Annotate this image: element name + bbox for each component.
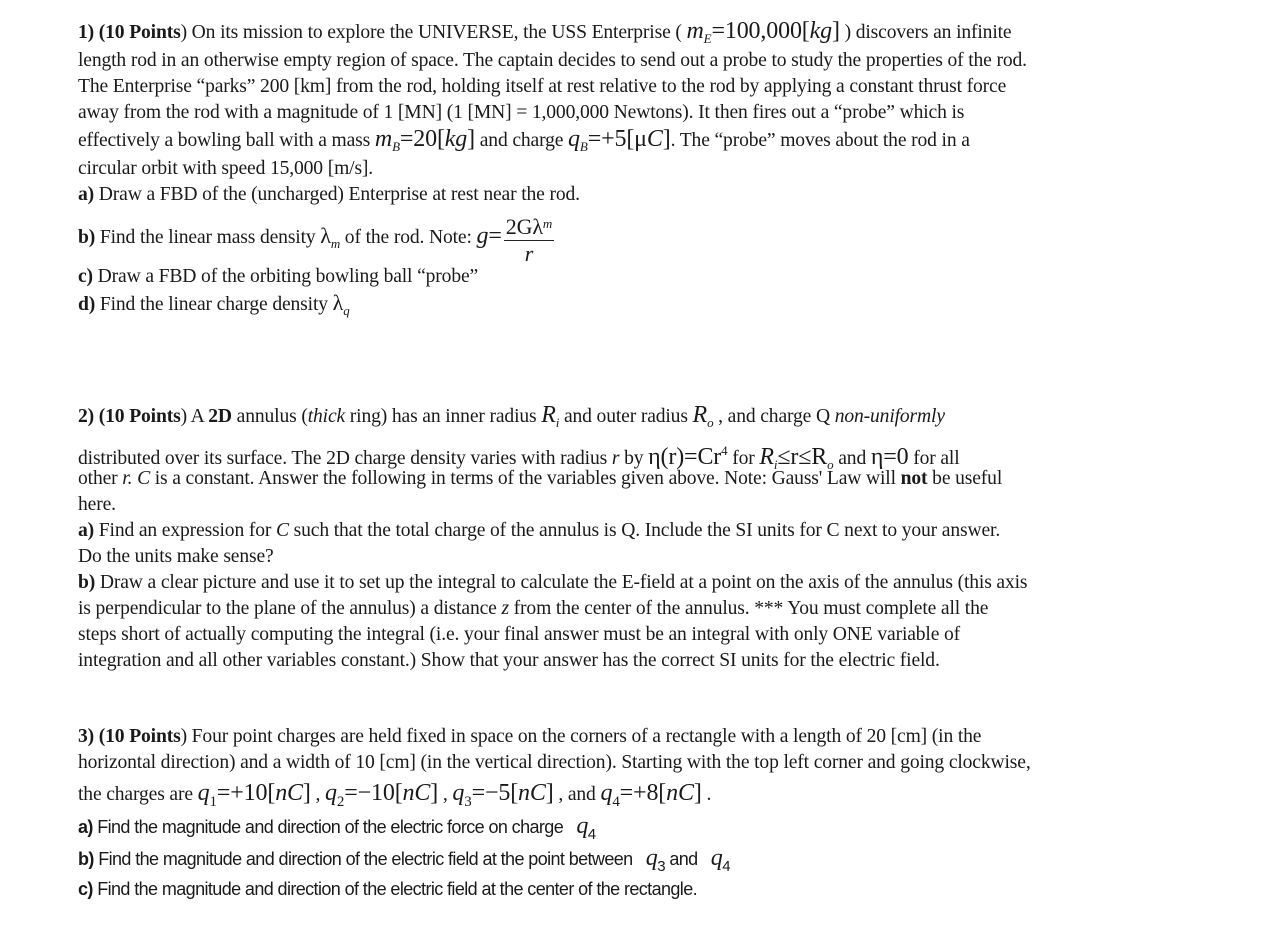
problem-3-line-1: 3) (10 Points) Four point charges are held fixed in space on the corners of a rectangle with a length of 20 [cm] (in the [78,726,982,747]
problem-1-part-b: b) Find the linear mass density $\lambda_m$ of the rod. Note: g= $\frac{2G\lambda^m}{r}$ [78,208,1027,264]
problem-3-part-a: a) Find the magnitude and direction of the electric force on charge $q_4$ [78,813,596,843]
math-charge-density: η(r)=Cr [648,444,722,470]
problem-1-line-5: effectively a bowling ball with a mass $m_B=20[kg]$ and charge $q_B=+5[\mu C]$. The “probe” moves about the rod in a [78,126,970,154]
math-charge-ball: q [568,126,580,152]
problem-2-part-b-line-3: steps short of actually computing the integral (i.e. your final answer must be an integral with only ONE variable of [78,624,961,645]
problem-1-part-c: c) Draw a FBD of the orbiting bowling ball “probe” [78,266,479,287]
math-lambda-q: λ [332,290,344,315]
problem-2 [78,402,1027,674]
problem-number: 1) [78,22,95,43]
problem-2-line-3: other r. C is a constant. Answer the following in terms of the variables given above. Note: Gauss' Law will not be useful [78,468,1003,489]
problem-1-part-a: a) Draw a FBD of the (uncharged) Enterprise at rest near the rod. [78,184,580,205]
problem-3-line-3: the charges are $q_1=+10[nC]$ , $q_2=-10[nC]$ , $q_3=-5[nC]$ , and $q_4=+8[nC]$ . [78,780,712,810]
problem-1-line-6: circular orbit with speed 15,000 [m/s]. [78,158,374,179]
charge-q4: $q_4=+8[nC]$ . [600,780,712,810]
problem-2-part-a-line-2: Do the units make sense? [78,546,274,567]
charge-q1: $q_1=+10[nC]$ , [197,780,325,810]
problem-2-part-b-line-4: integration and all other variables constant.) Show that your answer has the correct SI units for the electric field. [78,650,940,671]
math-lambda-m: λ [320,223,331,248]
charge-q3: $q_3=-5[nC]$ , and [452,780,601,810]
problem-points: (10 Points [98,22,181,43]
math-mass-enterprise: m [686,18,704,44]
problem-2-line-4: here. [78,494,116,515]
math-inner-radius: R [541,402,556,428]
problem-2-line-1: 2) (10 Points) A 2D annulus (thick ring) has an inner radius $R_i$ and outer radius $R_o$ , and charge Q non-uniformly [78,402,945,430]
problem-3-line-2: horizontal direction) and a width of 10 [cm] (in the vertical direction). Starting with the top left corner and going clockwise, [78,752,1031,773]
problem-2-line-2: distributed over its surface. The 2D charge density varies with radius r by $\eta(r)=Cr^4$ for $R_i\le r\le R_o$ and η=0 for all [78,443,960,472]
problem-3-part-c: c) Find the magnitude and direction of the electric field at the center of the rectangle. [78,879,698,899]
problem-2-part-a: a) Find an expression for C such that the total charge of the annulus is Q. Include the SI units for C next to your answer. [78,520,1001,541]
problem-1-line-4: away from the rod with a magnitude of 1 [MN] (1 [MN] = 1,000,000 Newtons). It then fires out a “probe” which is [78,102,965,123]
math-outer-radius: R [692,402,708,428]
math-radius-range: R [759,444,774,470]
problem-2-part-b: b) Draw a clear picture and use it to set up the integral to calculate the E-field at a point on the axis of the annulus (this axis [78,572,1028,593]
math-mass-ball: m [374,126,393,152]
charge-q2: $q_2=-10[nC]$ , [325,780,453,810]
math-fraction-g: $\frac{2G\lambda^m}{r}$ [504,211,554,267]
problem-3-part-b: b) Find the magnitude and direction of the electric field at the point between $q_3$ and $q_4$ [78,845,730,875]
problem-1-line-1: 1) (10 Points) On its mission to explore the UNIVERSE, the USS Enterprise ( $m_E=100,000[kg]$ ) discovers an infinite [78,18,1012,46]
problem-3 [78,724,1031,904]
problem-2-part-b-line-2: is perpendicular to the plane of the annulus) a distance z from the center of the annulus. *** You must complete all the [78,598,989,619]
problem-1 [78,18,1027,320]
problem-1-line-2: length rod in an otherwise empty region of space. The captain decides to send out a probe to study the properties of the rod. [78,50,1027,71]
problem-1-part-d: d) Find the linear charge density $\lambda_q$ [78,290,350,318]
problem-1-line-3: The Enterprise “parks” 200 [km] from the rod, holding itself at rest relative to the rod by applying a constant thrust force [78,76,1007,97]
